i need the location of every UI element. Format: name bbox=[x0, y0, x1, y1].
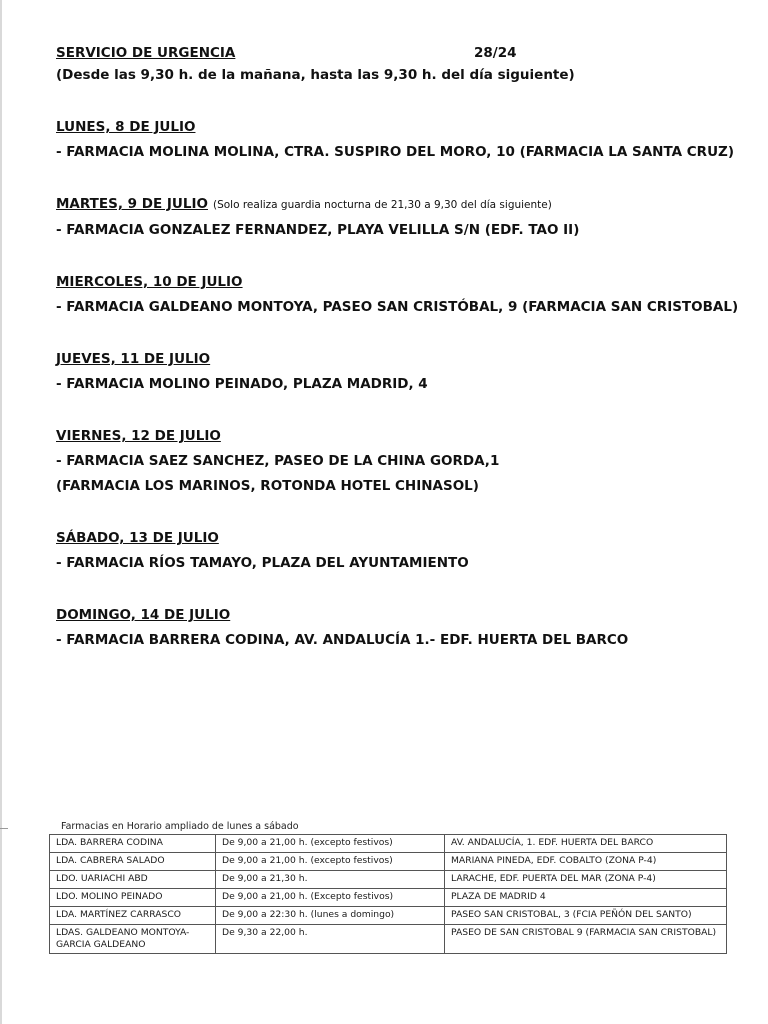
table-row bbox=[50, 871, 727, 889]
day-label: SÁBADO, 13 DE JULIO bbox=[56, 530, 219, 546]
duty-pharmacy-extra: (FARMACIA LOS MARINOS, ROTONDA HOTEL CHINASOL) bbox=[56, 478, 479, 494]
day-block-monday bbox=[56, 117, 736, 162]
opening-hours-cell: De 9,00 a 22:30 h. (lunes a domingo) bbox=[216, 907, 445, 925]
opening-hours-cell: De 9,00 a 21,00 h. (excepto festivos) bbox=[216, 853, 445, 871]
day-block-sunday bbox=[56, 605, 736, 650]
day-heading bbox=[56, 426, 736, 446]
pharmacist-name-cell: LDO. MOLINO PEINADO bbox=[50, 889, 216, 907]
day-label: MIERCOLES, 10 DE JULIO bbox=[56, 274, 243, 290]
day-note: (Solo realiza guardia nocturna de 21,30 a 9,30 del día siguiente) bbox=[212, 199, 552, 211]
day-block-thursday bbox=[56, 349, 736, 394]
day-label: VIERNES, 12 DE JULIO bbox=[56, 428, 221, 444]
address-cell: AV. ANDALUCÍA, 1. EDF. HUERTA DEL BARCO bbox=[445, 835, 727, 853]
service-hours-subtitle: (Desde las 9,30 h. de la mañana, hasta las 9,30 h. del día siguiente) bbox=[56, 67, 575, 83]
day-label: JUEVES, 11 DE JULIO bbox=[56, 351, 211, 367]
table-row bbox=[50, 835, 727, 853]
pharmacist-name-cell: LDAS. GALDEANO MONTOYA- GARCIA GALDEANO bbox=[50, 925, 216, 954]
pharmacist-name-cell: LDA. BARRERA CODINA bbox=[50, 835, 216, 853]
address-cell: PASEO DE SAN CRISTOBAL 9 (FARMACIA SAN CRISTOBAL) bbox=[445, 925, 727, 954]
margin-mark bbox=[0, 828, 8, 829]
table-row bbox=[50, 907, 727, 925]
extended-hours-table bbox=[49, 834, 727, 954]
duty-pharmacy: - FARMACIA SAEZ SANCHEZ, PASEO DE LA CHINA GORDA,1 bbox=[56, 453, 500, 469]
address-cell: PLAZA DE MADRID 4 bbox=[445, 889, 727, 907]
pharmacist-name-cell: LDO. UARIACHI ABD bbox=[50, 871, 216, 889]
duty-pharmacy: - FARMACIA MOLINA MOLINA, CTRA. SUSPIRO DEL MORO, 10 (FARMACIA LA SANTA CRUZ) bbox=[56, 144, 734, 160]
document-body bbox=[56, 43, 739, 650]
duty-pharmacy: - FARMACIA MOLINO PEINADO, PLAZA MADRID, 4 bbox=[56, 376, 428, 392]
day-label: LUNES, 8 DE JULIO bbox=[56, 119, 196, 135]
document-header bbox=[56, 43, 736, 65]
day-block-friday bbox=[56, 426, 736, 496]
duty-pharmacy: - FARMACIA BARRERA CODINA, AV. ANDALUCÍA 1.- EDF. HUERTA DEL BARCO bbox=[56, 632, 629, 648]
day-label: MARTES, 9 DE JULIO bbox=[56, 196, 208, 212]
opening-hours-cell: De 9,00 a 21,30 h. bbox=[216, 871, 445, 889]
page-edge bbox=[0, 0, 2, 1024]
day-label: DOMINGO, 14 DE JULIO bbox=[56, 607, 231, 623]
day-heading bbox=[56, 605, 736, 625]
page-reference: 28/24 bbox=[474, 45, 517, 61]
day-heading bbox=[56, 272, 736, 292]
opening-hours-cell: De 9,00 a 21,00 h. (excepto festivos) bbox=[216, 835, 445, 853]
extended-hours-caption: Farmacias en Horario ampliado de lunes a sábado bbox=[61, 821, 299, 832]
day-heading bbox=[56, 117, 736, 137]
address-cell: MARIANA PINEDA, EDF. COBALTO (ZONA P-4) bbox=[445, 853, 727, 871]
duty-pharmacy: - FARMACIA RÍOS TAMAYO, PLAZA DEL AYUNTAMIENTO bbox=[56, 555, 469, 571]
day-heading bbox=[56, 528, 736, 548]
table-row bbox=[50, 853, 727, 871]
pharmacist-name-cell: LDA. CABRERA SALADO bbox=[50, 853, 216, 871]
opening-hours-cell: De 9,30 a 22,00 h. bbox=[216, 925, 445, 954]
address-cell: LARACHE, EDF. PUERTA DEL MAR (ZONA P-4) bbox=[445, 871, 727, 889]
table-row bbox=[50, 925, 727, 954]
day-heading bbox=[56, 194, 736, 215]
address-cell: PASEO SAN CRISTOBAL, 3 (FCIA PEÑÓN DEL SANTO) bbox=[445, 907, 727, 925]
duty-pharmacy: - FARMACIA GONZALEZ FERNANDEZ, PLAYA VELILLA S/N (EDF. TAO II) bbox=[56, 222, 580, 238]
pharmacist-name-cell: LDA. MARTÍNEZ CARRASCO bbox=[50, 907, 216, 925]
table-row bbox=[50, 889, 727, 907]
day-block-wednesday bbox=[56, 272, 739, 317]
opening-hours-cell: De 9,00 a 21,00 h. (Excepto festivos) bbox=[216, 889, 445, 907]
day-heading bbox=[56, 349, 736, 369]
page-title: SERVICIO DE URGENCIA bbox=[56, 45, 236, 61]
day-block-saturday bbox=[56, 528, 736, 573]
day-block-tuesday bbox=[56, 194, 736, 240]
duty-pharmacy: - FARMACIA GALDEANO MONTOYA, PASEO SAN CRISTÓBAL, 9 (FARMACIA SAN CRISTOBAL) bbox=[56, 299, 739, 315]
